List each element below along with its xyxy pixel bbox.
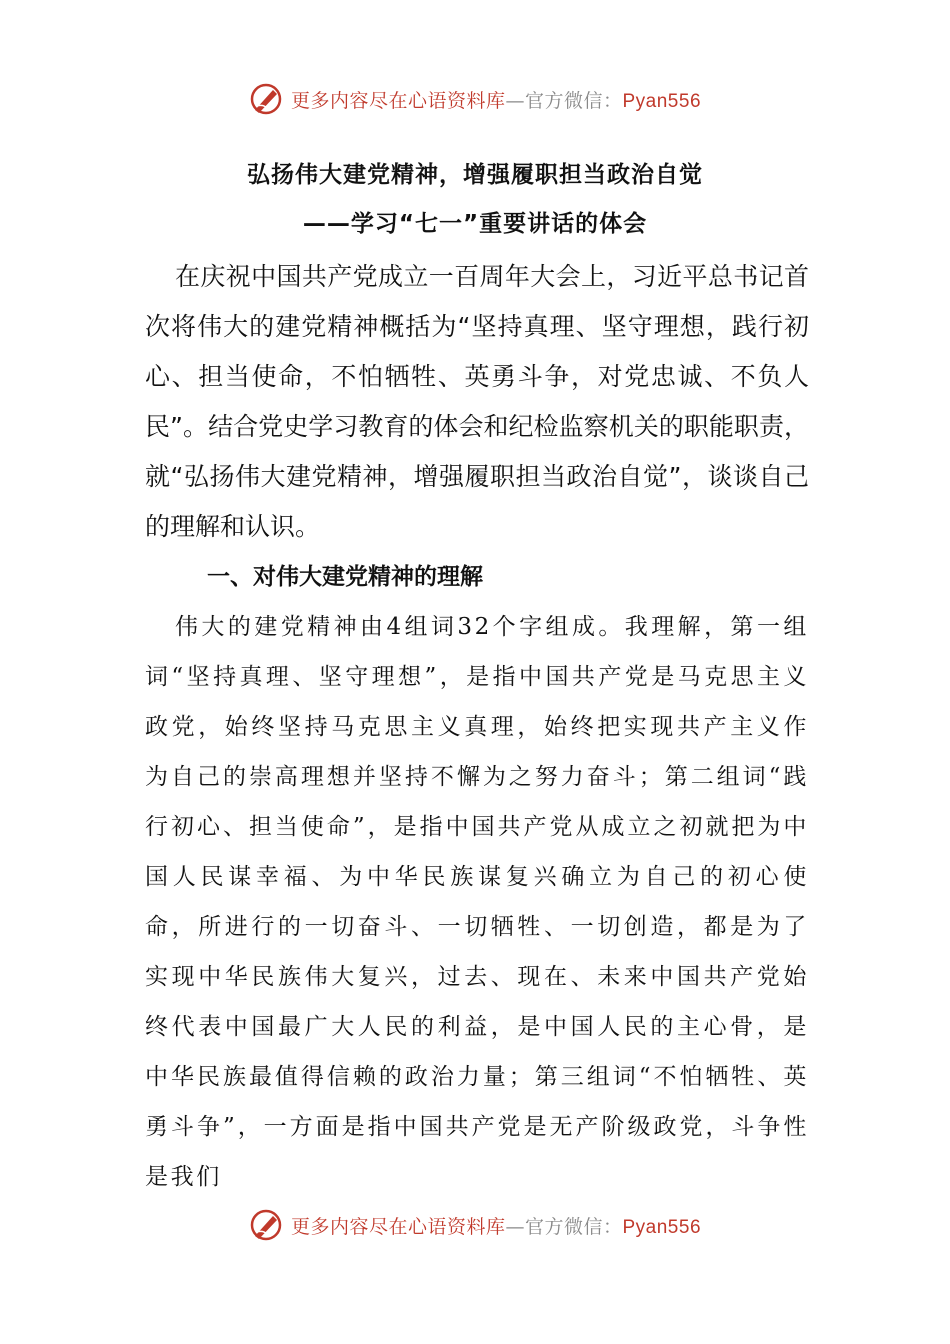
watermark-wechat-id: Pyan556 <box>622 90 702 112</box>
watermark-text: 更多内容尽在心语资料库 <box>290 89 506 112</box>
document-body <box>145 252 809 1202</box>
watermark-footer <box>0 1208 950 1242</box>
document-title: 弘扬伟大建党精神，增强履职担当政治自觉 <box>247 162 703 188</box>
section-heading: 一、对伟大建党精神的理解 <box>207 564 483 590</box>
watermark-label: 官方微信： <box>524 1215 623 1238</box>
intro-paragraph: 在庆祝中国共产党成立一百周年大会上，习近平总书记首次将伟大的建党精神概括为“坚持真理、坚守理想，践行初心、担当使命，不怕牺牲、英勇斗争，对党忠诚、不负人民”。结合党史学习教育的体会和纪检监察机关的职能职责，就“弘扬伟大建党精神，增强履职担当政治自觉”，谈谈自己的理解和认识。 <box>145 262 809 541</box>
watermark-header <box>0 82 950 116</box>
pen-logo-icon <box>249 1208 283 1242</box>
watermark-label: 官方微信： <box>524 89 623 112</box>
section-paragraph: 伟大的建党精神由4组词32个字组成。我理解，第一组词“坚持真理、坚守理想”，是指中国共产党是马克思主义政党，始终坚持马克思主义真理，始终把实现共产主义作为自己的崇高理想并坚持不懈为之努力奋斗；第二组词“践行初心、担当使命”，是指中国共产党从成立之初就把为中国人民谋幸福、为中华民族谋复兴确立为自己的初心使命，所进行的一切奋斗、一切牺牲、一切创造，都是为了实现中华民族伟大复兴，过去、现在、未来中国共产党始终代表中国最广大人民的利益，是中国人民的主心骨，是中华民族最值得信赖的政治力量；第三组词“不怕牺牲、英勇斗争”，一方面是指中国共产党是无产阶级政党，斗争性是我们 <box>145 614 809 1190</box>
pen-logo-icon <box>249 82 283 116</box>
watermark-separator: — <box>505 1215 525 1238</box>
watermark-text: 更多内容尽在心语资料库 <box>290 1215 506 1238</box>
watermark-separator: — <box>505 89 525 112</box>
document-subtitle: ——学习“七一”重要讲话的体会 <box>302 211 648 237</box>
watermark-wechat-id: Pyan556 <box>622 1216 702 1238</box>
